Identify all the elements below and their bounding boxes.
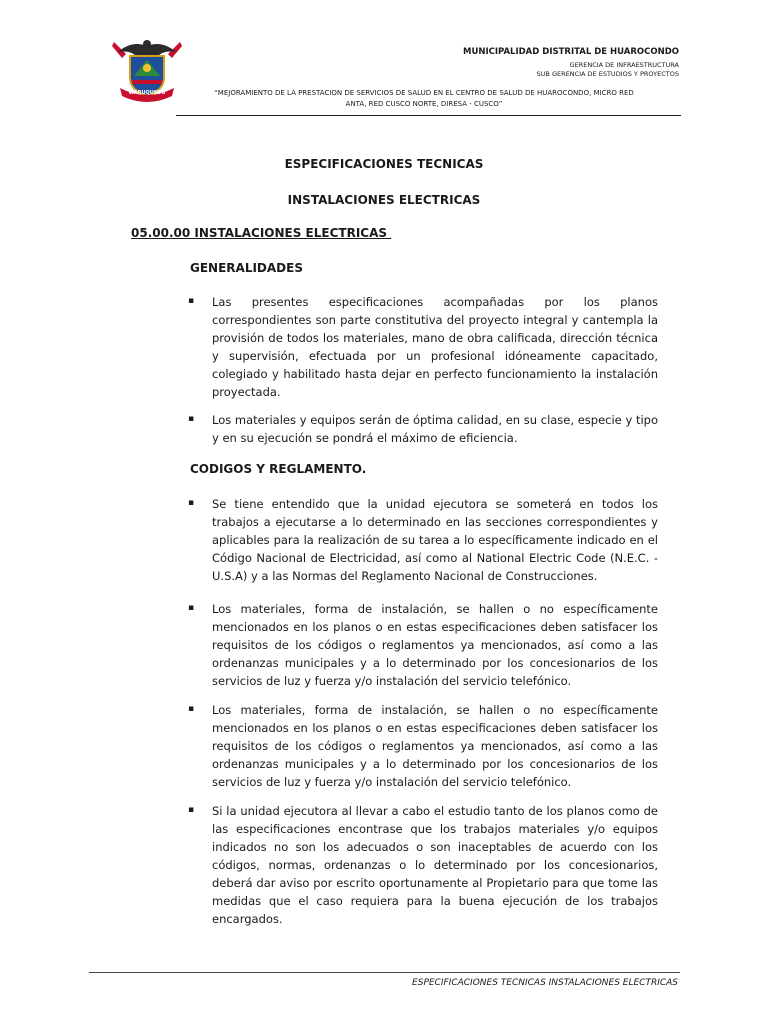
generalidades-heading: GENERALIDADES: [190, 261, 303, 275]
bullet-icon: ▪: [188, 296, 195, 306]
section-heading: 05.00.00 INSTALACIONES ELECTRICAS: [131, 226, 392, 240]
subgerencia-name: SUB GERENCIA DE ESTUDIOS Y PROYECTOS: [536, 70, 679, 78]
bullet-icon: ▪: [188, 603, 195, 613]
bullet-icon: ▪: [188, 498, 195, 508]
document-title: ESPECIFICACIONES TECNICAS: [284, 157, 484, 171]
bullet-icon: ▪: [188, 414, 195, 424]
generalidades-paragraph-1: Las presentes especificaciones acompañadas por los planos correspondientes son parte constitutiva del proyecto integral y cantempla la provisión de todos los materiales, mano de obra calificada, dirección técnica y supervisión, efectuada por un profesional idóneamente capacitado, colegiado y habilitado hasta dejar en perfecto funcionamiento la instalación proyectada.: [212, 295, 658, 399]
project-title: [174, 88, 674, 110]
bullet-icon: ▪: [188, 805, 195, 815]
codigos-paragraph-4: Si la unidad ejecutora al llevar a cabo el estudio tanto de los planos como de las especificaciones encontrase que los trabajos materiales y/o equipos indicados no son los adecuados o son inaceptables de acuerdo con los códigos, normas, ordenanzas o lo determinado por los concesionarios, deberá dar aviso por escrito oportunamente al Propietario para que tome las medidas que el caso requiera para la buena ejecución de los trabajos encargados.: [212, 804, 658, 926]
codigos-paragraph-3: Los materiales, forma de instalación, se hallen o no específicamente mencionados en los planos o en estas especificaciones deben satisfacer los requisitos de los códigos o reglamentos ya mencionados, así como a las ordenanzas municipales y a lo determinado por los concesionarios de los servicios de luz y fuerza y/o instalación del servicio telefónico.: [212, 703, 658, 789]
codigos-heading: CODIGOS Y REGLAMENTO.: [190, 462, 367, 476]
footer-divider: [89, 972, 680, 973]
project-title-line-1: “MEJORAMIENTO DE LA PRESTACION DE SERVICIOS DE SALUD EN EL CENTRO DE SALUD DE HUAROCONDO, MICRO RED: [214, 89, 634, 97]
codigos-paragraph-2: Los materiales, forma de instalación, se hallen o no específicamente mencionados en los planos o en estas especificaciones deben satisfacer los requisitos de los códigos o reglamentos ya mencionados, así como a las ordenanzas municipales y a lo determinado por los concesionarios de los servicios de luz y fuerza y/o instalación del servicio telefónico.: [212, 602, 658, 688]
project-title-line-2: ANTA, RED CUSCO NORTE, DIRESA - CUSCO”: [345, 100, 503, 108]
municipality-name: MUNICIPALIDAD DISTRITAL DE HUAROCONDO: [462, 47, 679, 57]
bullet-icon: ▪: [188, 704, 195, 714]
codigos-paragraph-1: Se tiene entendido que la unidad ejecutora se someterá en todos los trabajos a ejecutarse a lo determinado en las secciones correspondientes y aplicables para la realización de su tarea a lo específicamente indicado en el Código Nacional de Electricidad, así como al National Electric Code (N.E.C. - U.S.A) y a las Normas del Reglamento Nacional de Construcciones.: [212, 497, 658, 583]
header-divider: [176, 115, 681, 116]
generalidades-paragraph-2: Los materiales y equipos serán de óptima calidad, en su clase, especie y tipo y en su ejecución se pondrá el máximo de eficiencia.: [212, 413, 658, 445]
document-subtitle: INSTALACIONES ELECTRICAS: [287, 193, 481, 207]
footer-text: ESPECIFICACIONES TECNICAS INSTALACIONES ELECTRICAS: [412, 978, 678, 988]
logo-ribbon-text: WARUQUNTU: [128, 90, 166, 96]
gerencia-name: GERENCIA DE INFRAESTRUCTURA: [569, 61, 679, 69]
